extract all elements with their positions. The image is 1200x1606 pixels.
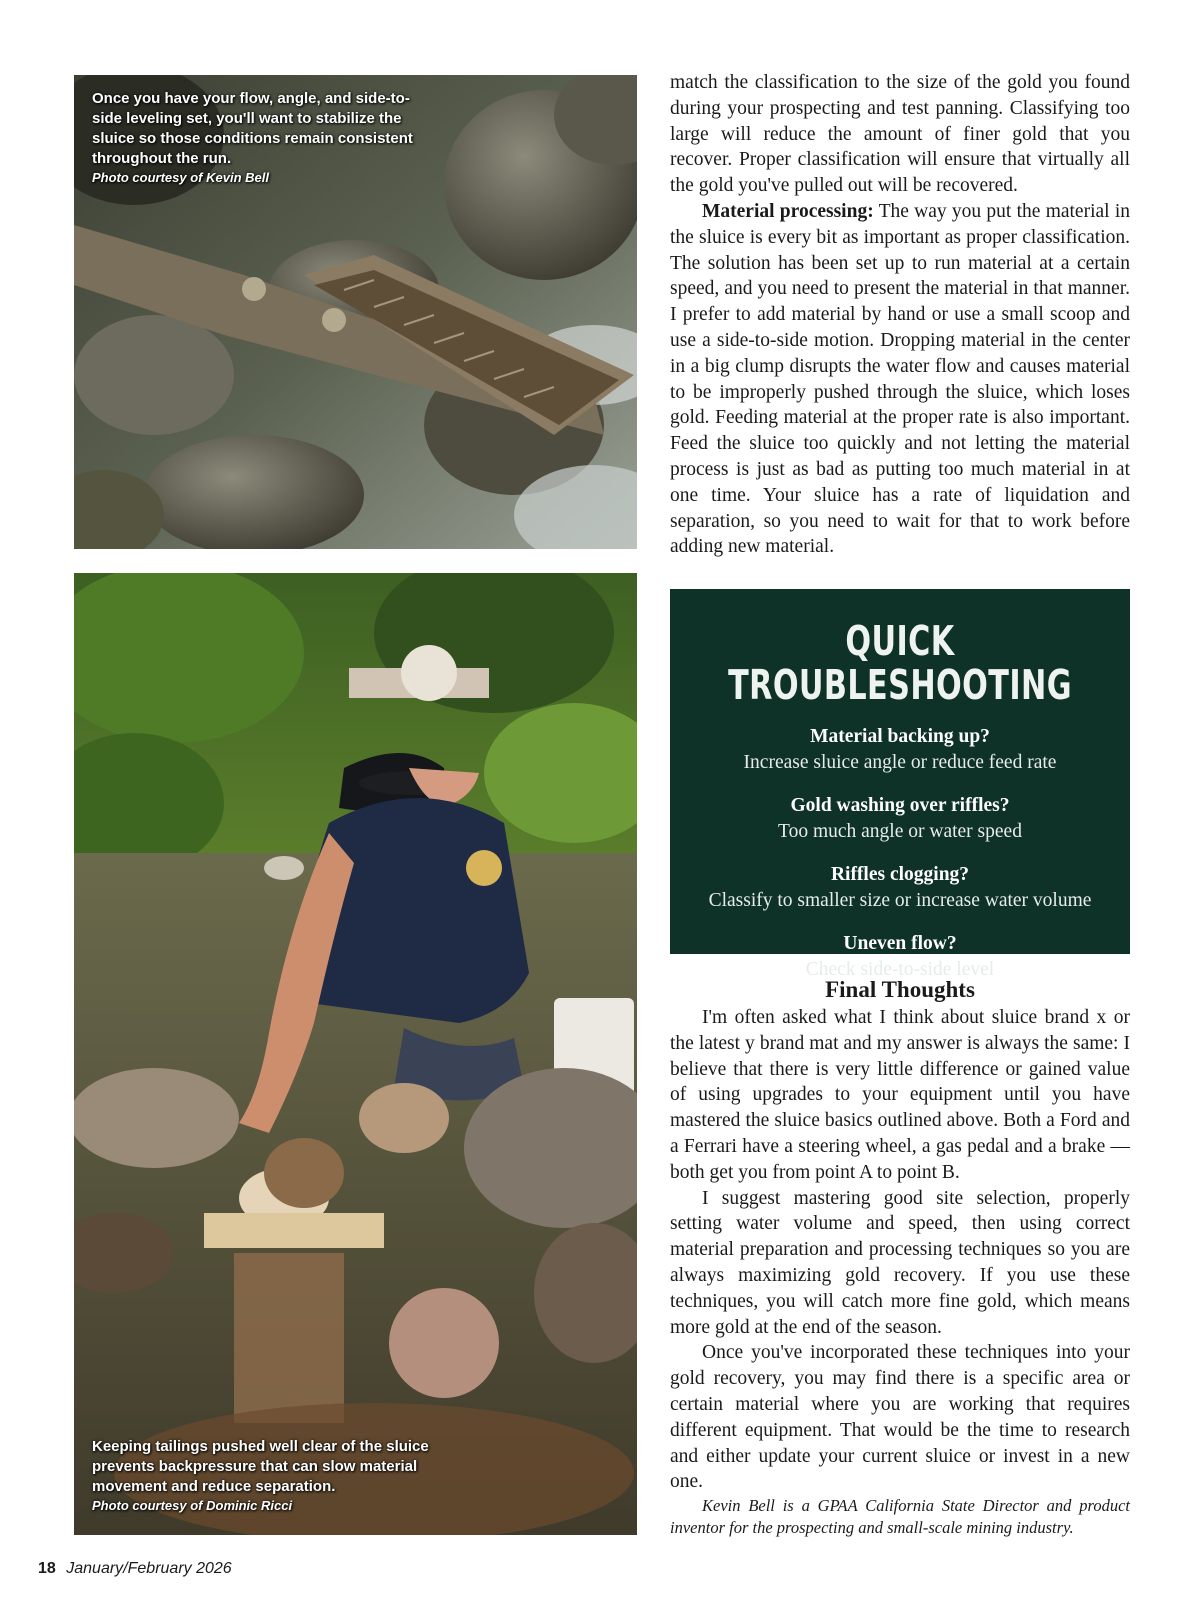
issue-date: January/February 2026 [66, 1560, 232, 1577]
article-paragraph: I'm often asked what I think about sluice brand x or the latest y brand mat and my answer is always the same: I believe that there is very little difference or gained value of using upgrades to your equipment until you have mastered the sluice basics outlined above. Both a Ford and a Ferrari have a steering wheel, a gas pedal and a brake — both get you from point A to point B. [670, 1007, 1130, 1183]
troubleshooting-question: Material backing up? [810, 726, 990, 747]
tailings-photo [74, 573, 637, 1535]
sluice-stabilized-photo [74, 75, 637, 549]
article-column [670, 70, 1130, 560]
photo-credit: Photo courtesy of Kevin Bell [92, 170, 269, 185]
troubleshooting-question: Riffles clogging? [830, 864, 970, 885]
photo-credit: Photo courtesy of Dominic Ricci [92, 1498, 293, 1513]
paragraph-body: The way you put the material in the sluice is every bit as important as proper classification. The solution has been set up to run material at a certain speed, and you need to present the material in that manner. I prefer to add material by hand or use a small scoop and use a side-to-side motion. Dropping material in the center in a big clump disrupts the water flow and causes material to be improperly pushed through the sluice, which loses gold. Feeding material at the proper rate is also important. Feed the sluice too quickly and not letting the material process is just as bad as putting too much material in at one time. Your sluice has a rate of liquidation and separation, so you need to wait for that to work before adding new material. [670, 200, 1130, 558]
troubleshooting-question: Uneven flow? [843, 933, 957, 954]
page-footer [38, 1560, 232, 1578]
troubleshooting-item [670, 793, 1130, 845]
troubleshooting-answer: Check side-to-side level [805, 959, 995, 980]
page-number: 18 [38, 1560, 56, 1577]
man-in-stream-image [74, 573, 637, 1535]
caption-text: Keeping tailings pushed well clear of the sluice prevents backpressure that can slow material movement and reduce separation. [92, 1438, 429, 1495]
troubleshooting-box [670, 589, 1130, 980]
troubleshooting-question: Gold washing over riffles? [790, 795, 1010, 816]
article-paragraph: match the classification to the size of the gold you found during your prospecting and test panning. Classifying too large will reduce the amount of finer gold that you recover. Proper classification will ensure that virtually all the gold you've pulled out will be recovered. [670, 72, 1130, 197]
section-heading: Final Thoughts [825, 977, 975, 1002]
final-thoughts-section [670, 975, 1130, 1495]
troubleshooting-item [670, 862, 1130, 914]
photo-caption [92, 1437, 432, 1515]
troubleshooting-answer: Too much angle or water speed [778, 821, 1022, 842]
photo-caption [92, 89, 422, 187]
section-lead: Material processing: [702, 200, 874, 222]
troubleshooting-answer: Increase sluice angle or reduce feed rate [743, 752, 1057, 773]
troubleshooting-answer: Classify to smaller size or increase water volume [708, 890, 1092, 911]
article-paragraph: I suggest mastering good site selection, properly setting water volume and speed, then using correct material preparation and processing techniques so you are always maximizing gold recovery. If you use these techniques, you will catch more fine gold, which means more gold at the end of the season. [670, 1187, 1130, 1338]
article-paragraph [670, 199, 1130, 560]
article-paragraph: Once you've incorporated these techniques into your gold recovery, you may find there is a specific area or certain material where you are working that requires different equipment. That would be the time to research and either update your current sluice or invest in a new one. [670, 1342, 1130, 1493]
caption-text: Once you have your flow, angle, and side-to-side leveling set, you'll want to stabilize the sluice so those conditions remain consistent throughout the run. [92, 90, 413, 167]
troubleshooting-title: QUICK TROUBLESHOOTING [728, 617, 1072, 709]
troubleshooting-item [670, 724, 1130, 776]
author-bio: Kevin Bell is a GPAA California State Director and product inventor for the prospecting and small-scale mining industry. [670, 1496, 1130, 1537]
